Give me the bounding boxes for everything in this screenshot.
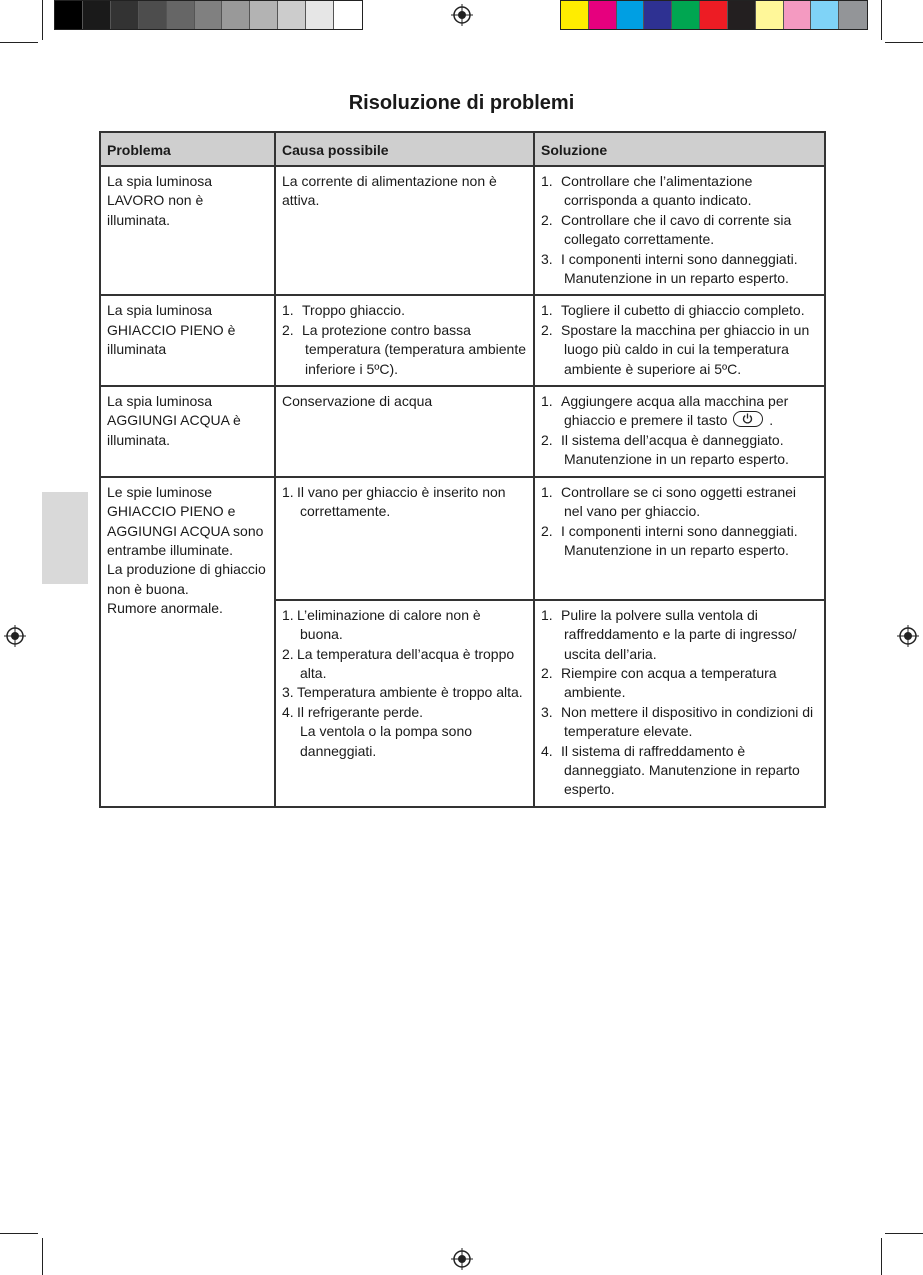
list-item: 4. Il sistema di raffreddamento è danneggiato. Manutenzione in reparto esperto. — [541, 742, 800, 798]
list-item: 1. Controllare che l’alimentazione corrisponda a quanto indicato. — [541, 173, 753, 209]
color-swatch — [250, 1, 278, 29]
color-swatch — [167, 1, 195, 29]
crop-mark — [42, 1238, 43, 1275]
list-item: 2. Spostare la macchina per ghiaccio in un luogo più caldo in cui la temperatura ambiente è superiore ai 5ºC. — [541, 321, 810, 377]
crop-mark — [885, 1233, 923, 1234]
troubleshooting-table — [99, 131, 826, 808]
cause-cell — [275, 477, 534, 600]
list-item: 4. Il refrigerante perde. La ventola o la pompa sono danneggiati. — [282, 703, 473, 759]
list-item: 3. I componenti interni sono danneggiati. Manutenzione in un reparto esperto. — [541, 250, 798, 287]
cause-cell — [275, 600, 534, 807]
color-swatch — [55, 1, 83, 29]
problem-cell — [100, 295, 275, 386]
cause-text: Conservazione di acqua — [282, 393, 433, 410]
color-swatch — [784, 1, 812, 29]
color-swatch — [561, 1, 589, 29]
color-swatch — [306, 1, 334, 29]
color-swatch — [278, 1, 306, 29]
list-item: 1. Controllare se ci sono oggetti estranei nel vano per ghiaccio. — [541, 483, 797, 520]
power-button-icon — [733, 411, 763, 427]
list-item: 2. Controllare che il cavo di corrente sia collegato correttamente. — [541, 211, 792, 248]
table-row — [100, 166, 825, 295]
color-swatch — [617, 1, 645, 29]
color-swatch — [728, 1, 756, 29]
color-swatch — [644, 1, 672, 29]
color-swatch — [700, 1, 728, 29]
list-item: 1. Pulire la polvere sulla ventola di raffreddamento e la parte di ingresso/ uscita dell’aria. — [541, 606, 797, 662]
color-swatch — [222, 1, 250, 29]
crop-mark — [881, 0, 882, 40]
registration-mark-icon — [451, 1248, 473, 1270]
color-swatch — [334, 1, 362, 29]
table-row — [100, 386, 825, 477]
registration-mark-icon — [451, 4, 473, 26]
table-row — [100, 477, 825, 600]
table-header-row — [100, 132, 825, 166]
problem-text: La spia luminosa AGGIUNGI ACQUA è illuminata. — [107, 393, 241, 448]
problem-text: La spia luminosa LAVORO non è illuminata. — [107, 173, 213, 228]
list-item: 1. Aggiungere acqua alla macchina per ghiaccio e premere il tasto . — [541, 393, 789, 429]
header-problem: Problema — [100, 132, 275, 166]
registration-mark-icon — [4, 625, 26, 647]
cause-text: La corrente di alimentazione non è attiva. — [282, 173, 497, 209]
cause-cell — [275, 295, 534, 386]
list-item: 1. Troppo ghiaccio. — [282, 302, 405, 319]
gray-swatch-bar — [54, 0, 363, 30]
color-swatch-bar — [560, 0, 868, 30]
header-solution: Soluzione — [534, 132, 825, 166]
solution-cell — [534, 386, 825, 477]
solution-cell — [534, 295, 825, 386]
solution-cell — [534, 477, 825, 600]
table-row — [100, 295, 825, 386]
list-item: 1. Togliere il cubetto di ghiaccio completo. — [541, 302, 805, 319]
list-item: 2. La temperatura dell’acqua è troppo alta. — [282, 645, 515, 681]
crop-mark — [42, 0, 43, 40]
list-item: 2. La protezione contro bassa temperatura (temperatura ambiente inferiore i 5ºC). — [282, 321, 526, 377]
list-item: 2. Riempire con acqua a temperatura ambiente. — [541, 664, 777, 701]
problem-cell — [100, 477, 275, 807]
cause-cell — [275, 386, 534, 477]
list-item: 1. L’eliminazione di calore non è buona. — [282, 606, 481, 643]
list-item: 2. Il sistema dell’acqua è danneggiato. Manutenzione in un reparto esperto. — [541, 431, 789, 468]
page-title: Risoluzione di problemi — [348, 92, 575, 114]
crop-mark — [0, 1233, 38, 1234]
list-item: 3. Temperatura ambiente è troppo alta. — [282, 684, 523, 701]
color-swatch — [195, 1, 223, 29]
registration-mark-icon — [897, 625, 919, 647]
problem-text: Le spie luminose GHIACCIO PIENO e AGGIUNGI ACQUA sono entrambe illuminate. La produzione di ghiaccio non è buona. Rumore anormale. — [107, 483, 266, 617]
color-swatch — [139, 1, 167, 29]
color-swatch — [589, 1, 617, 29]
crop-mark — [0, 42, 38, 43]
color-swatch — [811, 1, 839, 29]
list-item: 1. Il vano per ghiaccio è inserito non correttamente. — [282, 483, 506, 520]
language-side-tab — [42, 492, 88, 584]
problem-text: La spia luminosa GHIACCIO PIENO è illuminata — [107, 302, 236, 358]
list-item: 3. Non mettere il dispositivo in condizioni di temperature elevate. — [541, 703, 814, 740]
list-item: 2. I componenti interni sono danneggiati. Manutenzione in un reparto esperto. — [541, 522, 798, 558]
color-swatch — [839, 1, 867, 29]
color-swatch — [756, 1, 784, 29]
solution-cell — [534, 166, 825, 295]
color-swatch — [672, 1, 700, 29]
problem-cell — [100, 166, 275, 295]
header-cause: Causa possibile — [275, 132, 534, 166]
problem-cell — [100, 386, 275, 477]
crop-mark — [881, 1238, 882, 1275]
cause-cell — [275, 166, 534, 295]
crop-mark — [885, 42, 923, 43]
solution-cell — [534, 600, 825, 807]
color-swatch — [111, 1, 139, 29]
color-swatch — [83, 1, 111, 29]
